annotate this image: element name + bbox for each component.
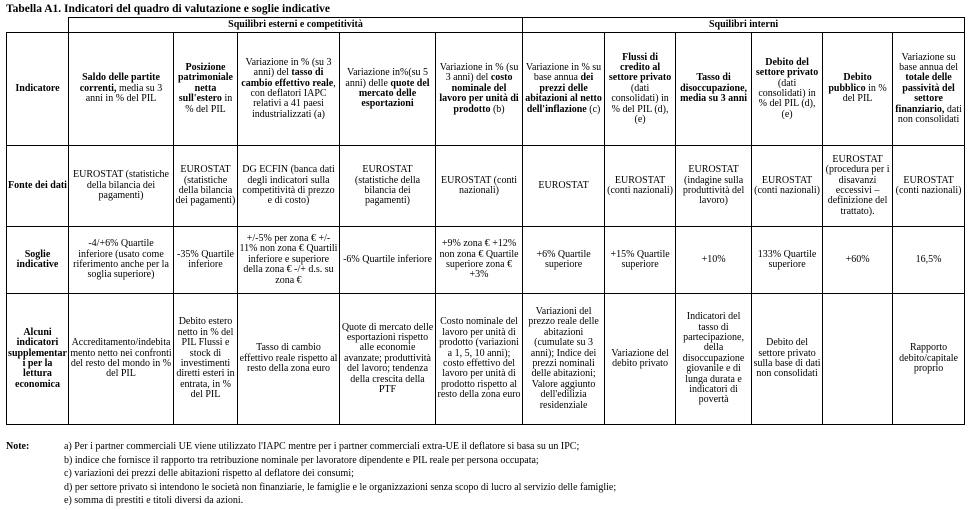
indicator-header-3 <box>238 33 340 146</box>
indicator-header-8 <box>676 33 752 146</box>
additional-row <box>7 294 965 425</box>
header-text: Variazione in%(su 5 anni) delle <box>345 67 429 89</box>
header-text: media su 3 anni in % del PIL <box>85 82 163 105</box>
additional-cell-5: Costo nominale del lavoro per unità di prodotto (variazioni a 1, 5, 10 anni); costo effettivo del lavoro per unità di prodotto rispetto al resto della zona euro <box>436 294 523 425</box>
header-text: (b) <box>490 103 505 115</box>
row-label-additional: Alcuni indicatori supplementari per la lettura economica <box>7 294 69 425</box>
header-text: tasso di cambio effettivo reale <box>241 67 334 89</box>
header-text: quote del mercato delle esportazioni <box>358 77 430 110</box>
threshold-cell-1: -4/+6% Quartile inferiore (usato come riferimento anche per la soglia superiore) <box>69 227 174 294</box>
indicator-header-7 <box>605 33 676 146</box>
indicator-header-11 <box>893 33 965 146</box>
row-label-threshold: Soglie indicative <box>7 227 69 294</box>
corner-cell <box>7 18 69 33</box>
header-text: Posizione patrimoniale netta sull'estero <box>178 61 233 105</box>
indicator-header-4 <box>340 33 436 146</box>
additional-cell-2: Debito estero netto in % del PIL Flussi e stock di investimenti diretti esteri in entrata, in % del PIL <box>174 294 238 425</box>
threshold-cell-10: +60% <box>823 227 893 294</box>
header-text: Variazione in % (su 3 anni) del <box>439 61 519 84</box>
source-cell-3: DG ECFIN (banca dati degli indicatori sulla competitività di prezzo e di costo) <box>238 146 340 227</box>
header-text: Flussi di credito al settore privato <box>608 51 672 84</box>
threshold-cell-3: +/-5% per zona € +/- 11% non zona € Quartili inferiore e superiore della zona € -/+ d.s. su zona € <box>238 227 340 294</box>
note-label <box>6 481 64 495</box>
source-cell-2: EUROSTAT (statistiche della bilancia dei pagamenti) <box>174 146 238 227</box>
source-cell-11: EUROSTAT (conti nazionali) <box>893 146 965 227</box>
additional-cell-7: Variazione del debito privato <box>605 294 676 425</box>
header-text: Variazione in % (su 3 anni) del <box>245 56 332 79</box>
group-external: Squilibri esterni e competitività <box>69 18 523 33</box>
note-text: d) per settore privato si intendono le società non finanziarie, le famiglie e le organizzazioni senza scopo di lucro al servizio delle famiglie; <box>64 481 617 493</box>
threshold-cell-5: +9% zona € +12% non zona € Quartile superiore zona € +3% <box>436 227 523 294</box>
source-cell-9: EUROSTAT (conti nazionali) <box>752 146 823 227</box>
header-text: costo nominale del lavoro per unità di prodotto <box>439 72 519 115</box>
group-internal: Squilibri interni <box>523 18 965 33</box>
source-cell-6: EUROSTAT <box>523 146 605 227</box>
indicators-table <box>6 17 965 425</box>
note-item <box>6 454 964 468</box>
header-text: Debito pubblico <box>828 72 872 94</box>
header-text: , con deflatori IAPC relativi a 41 paesi industrializzati (a) <box>250 77 336 120</box>
indicator-header-9 <box>752 33 823 146</box>
header-text: Saldo delle partite correnti, <box>79 72 160 94</box>
row-label-source: Fonte dei dati <box>7 146 69 227</box>
header-text: Tasso di disoccupazione, media su 3 anni <box>680 72 748 105</box>
indicator-header-6 <box>523 33 605 146</box>
indicator-header-5 <box>436 33 523 146</box>
additional-cell-6: Variazioni del prezzo reale delle abitazioni (cumulate su 3 anni); Indice dei prezzi nominali delle abitazioni; Valore aggiunto dell'edilizia residenziale <box>523 294 605 425</box>
indicator-row <box>7 33 965 146</box>
note-label: Note: <box>6 441 30 452</box>
header-text: Variazione in % su base annua <box>525 61 602 84</box>
header-text: totale delle passività del settore finanziario, <box>895 72 955 115</box>
additional-cell-8: Indicatori del tasso di partecipazione, della disoccupazione giovanile e di lunga durata e indicatori di povertà <box>676 294 752 425</box>
note-item <box>6 467 964 481</box>
source-cell-8: EUROSTAT (indagine sulla produttività del lavoro) <box>676 146 752 227</box>
note-label <box>6 494 64 508</box>
source-cell-1: EUROSTAT (statistiche della bilancia dei pagamenti) <box>69 146 174 227</box>
notes <box>6 440 964 508</box>
header-text: Debito del settore privato <box>755 56 819 79</box>
indicator-header-1 <box>69 33 174 146</box>
source-cell-4: EUROSTAT (statistiche della bilancia dei pagamenti) <box>340 146 436 227</box>
source-cell-7: EUROSTAT (conti nazionali) <box>605 146 676 227</box>
threshold-cell-11: 16,5% <box>893 227 965 294</box>
header-text: Variazione su base annua del <box>899 51 958 73</box>
header-text: (dati consolidati) in % del PIL (d), (e) <box>758 77 816 120</box>
threshold-cell-4: -6% Quartile inferiore <box>340 227 436 294</box>
source-cell-5: EUROSTAT (conti nazionali) <box>436 146 523 227</box>
note-text: a) Per i partner commerciali UE viene utilizzato l'IAPC mentre per i partner commerciali extra-UE il deflatore si basa su un IPC; <box>64 441 580 452</box>
additional-cell-3: Tasso di cambio effettivo reale rispetto al resto della zona euro <box>238 294 340 425</box>
threshold-cell-6: +6% Quartile superiore <box>523 227 605 294</box>
additional-cell-4: Quote di mercato delle esportazioni rispetto alle economie avanzate; produttività del lavoro; tendenza della crescita della PTF <box>340 294 436 425</box>
threshold-row <box>7 227 965 294</box>
threshold-cell-7: +15% Quartile superiore <box>605 227 676 294</box>
header-text: (dati consolidati) in % del PIL (d), (e) <box>611 82 669 126</box>
header-text: dati non consolidati <box>897 103 962 126</box>
header-text: dei prezzi delle abitazioni al netto dell'inflazione <box>525 72 602 115</box>
note-text: e) somma di prestiti e titoli diversi da azioni. <box>64 495 244 507</box>
note-label <box>6 467 64 481</box>
indicator-header-2 <box>174 33 238 146</box>
additional-cell-9: Debito del settore privato sulla base di dati non consolidati <box>752 294 823 425</box>
table-title: Tabella A1. Indicatori del quadro di valutazione e soglie indicative <box>6 3 330 15</box>
threshold-cell-2: -35% Quartile inferiore <box>174 227 238 294</box>
note-text: c) variazioni dei prezzi delle abitazioni rispetto al deflatore dei consumi; <box>64 468 354 480</box>
source-row <box>7 146 965 227</box>
note-item <box>6 494 964 508</box>
additional-cell-10 <box>823 294 893 425</box>
row-label-indicator: Indicatore <box>7 33 69 146</box>
threshold-cell-9: 133% Quartile superiore <box>752 227 823 294</box>
additional-cell-11: Rapporto debito/capitale proprio <box>893 294 965 425</box>
note-item <box>6 481 964 495</box>
note-text: b) indice che fornisce il rapporto tra retribuzione nominale per lavoratore dipendente e PIL reale per persona occupata; <box>64 454 539 466</box>
source-cell-10: EUROSTAT (procedura per i disavanzi eccessivi – definizione del trattato). <box>823 146 893 227</box>
header-text: in % del PIL <box>842 82 887 105</box>
indicator-header-10 <box>823 33 893 146</box>
threshold-cell-8: +10% <box>676 227 752 294</box>
additional-cell-1: Accreditamento/indebitamento netto nei confronti del resto del mondo in % del PIL <box>69 294 174 425</box>
note-label <box>6 454 64 468</box>
group-header-row <box>7 18 965 33</box>
header-text: (c) <box>586 103 601 115</box>
header-text: in % del PIL <box>185 93 233 115</box>
note-item <box>6 440 964 454</box>
